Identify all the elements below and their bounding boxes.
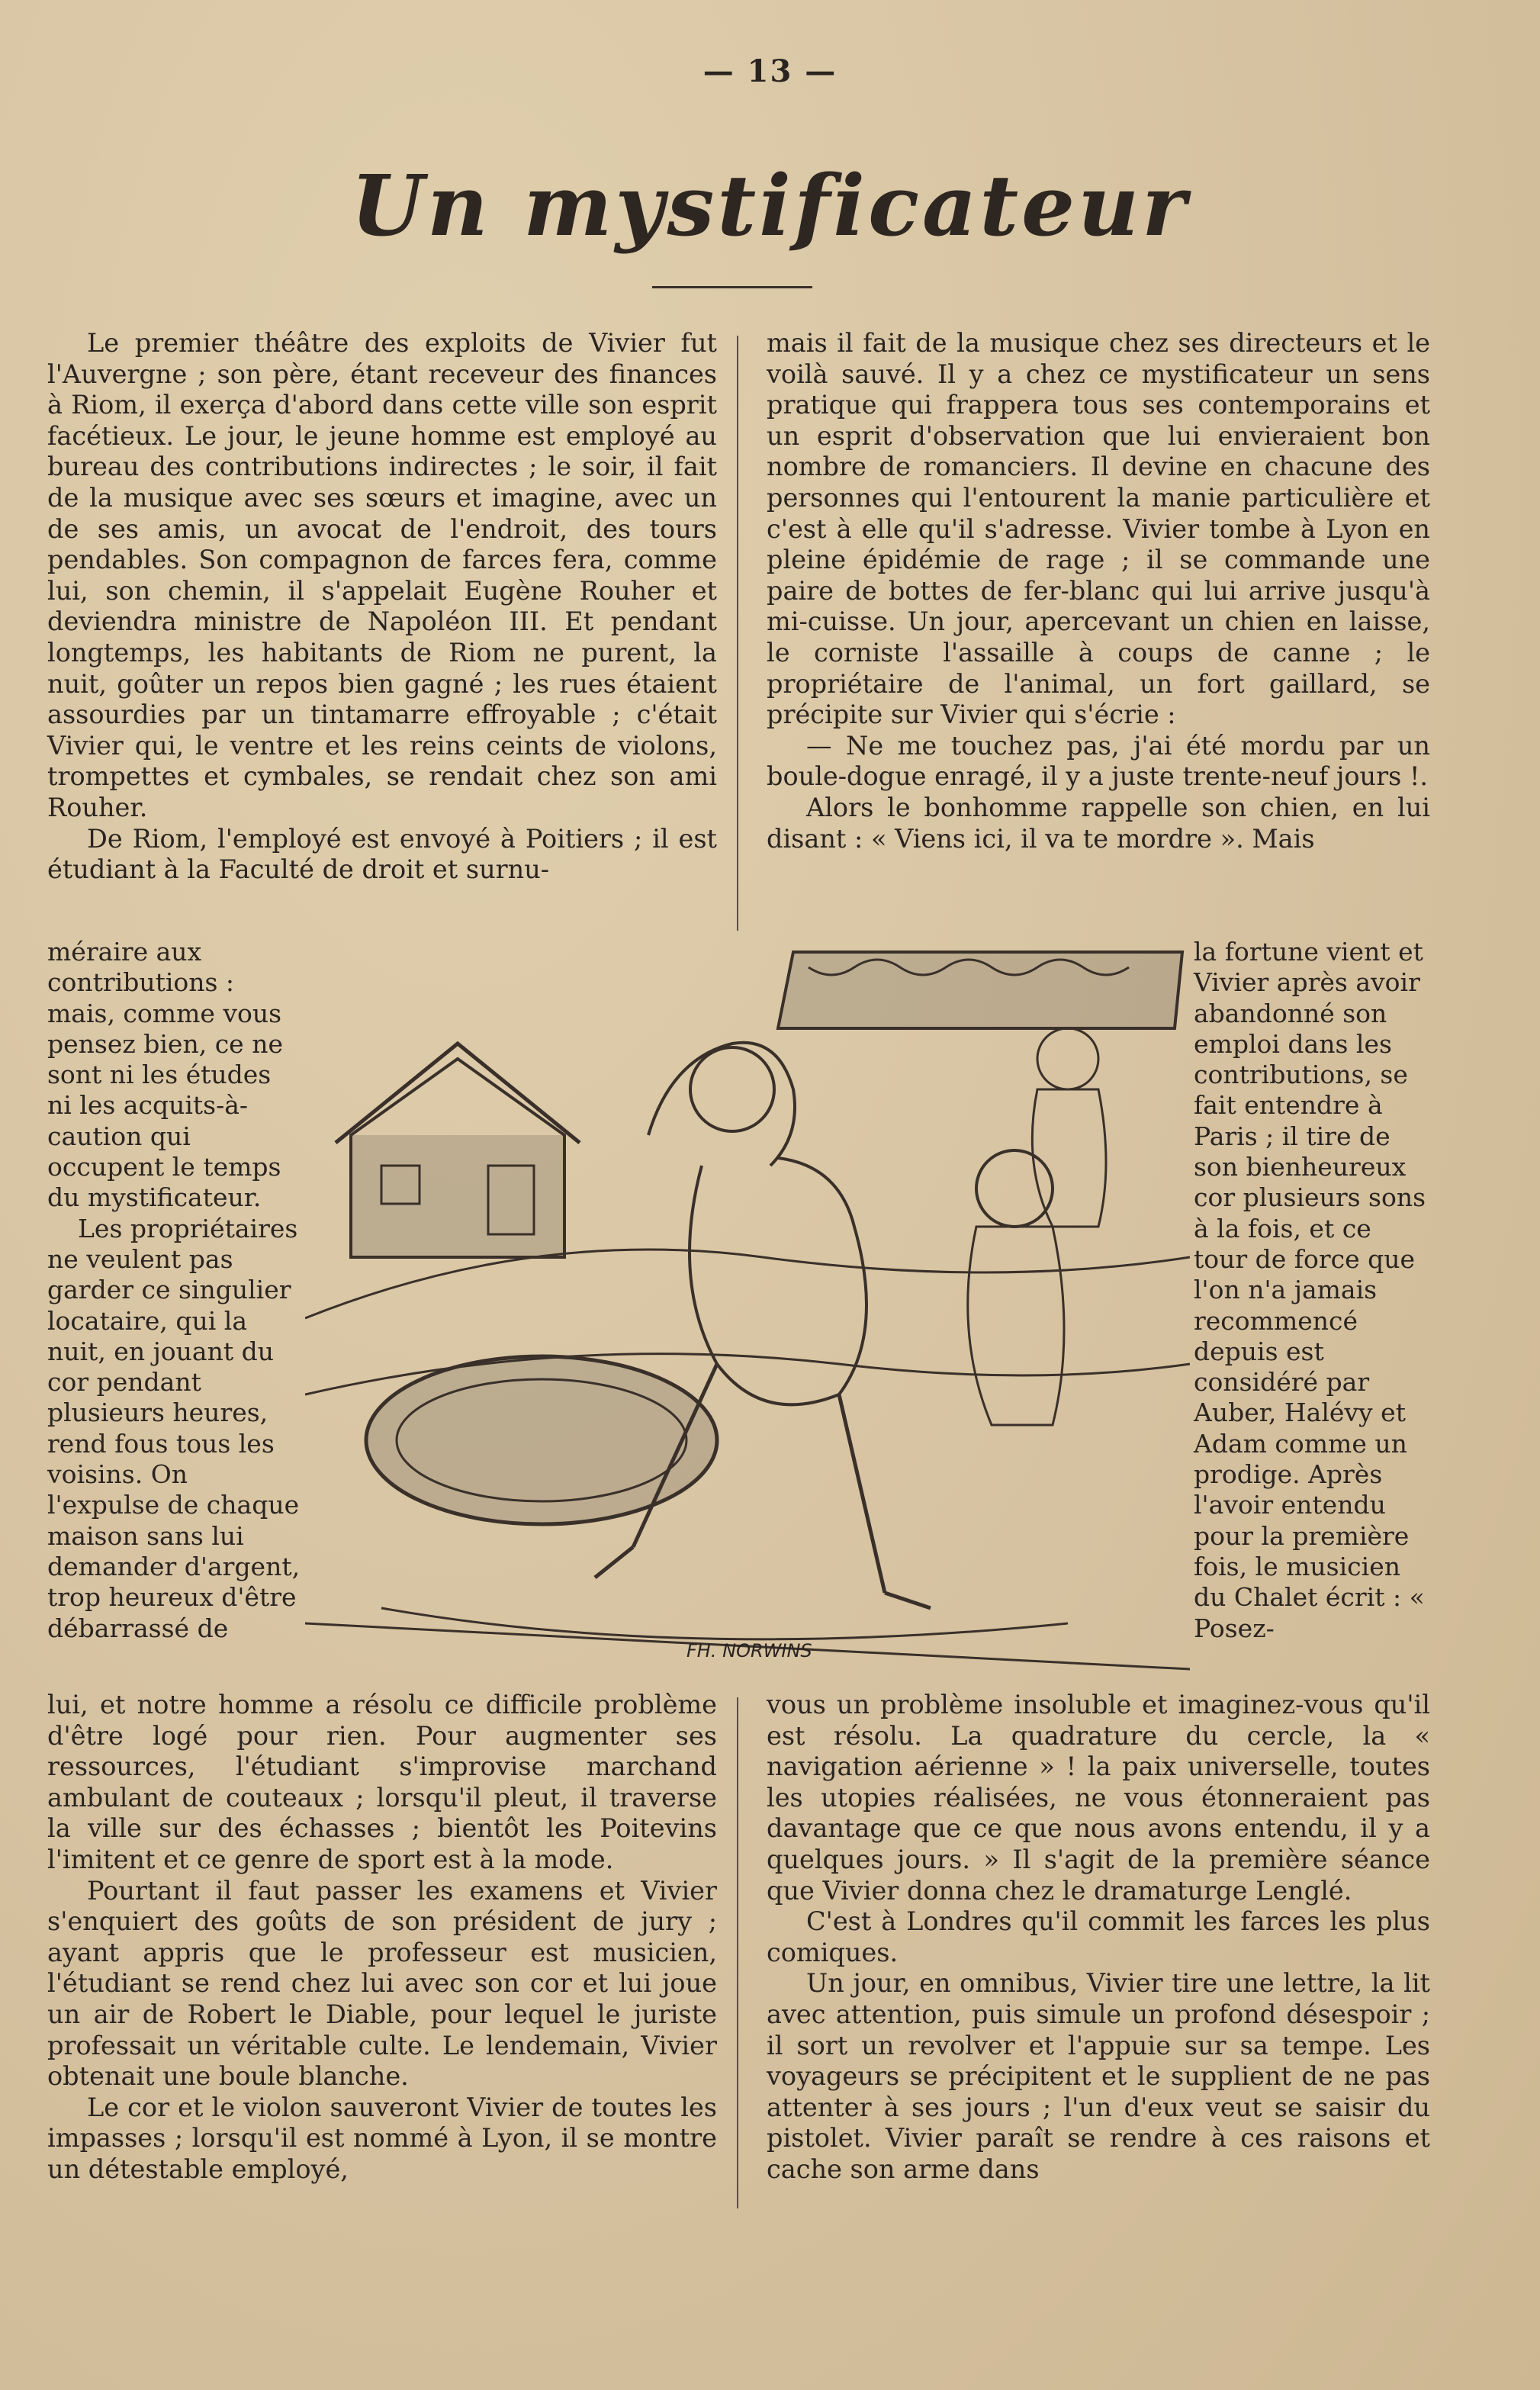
column-right-bottom: [767, 1690, 1430, 2186]
paragraph: Un jour, en omnibus, Vivier tire une lettre, la lit avec attention, puis simule un profond désespoir ; il sort un revolver et l'appuie sur sa tempe. Les voyageurs se précipitent et le supplient de ne pas attenter à ses jours ; l'un d'eux veut se saisir du pistolet. Vivier paraît se rendre à ces raisons et cache son arme dans: [767, 1968, 1430, 2184]
page-number: — 13 —: [702, 53, 838, 89]
illustration-man-with-horn-and-children: [305, 937, 1190, 1684]
paragraph: — Ne me touchez pas, j'ai été mordu par un boule-dogue enragé, il y a juste trente-neuf jours !.: [767, 730, 1430, 792]
paragraph: méraire aux contributions : mais, comme vous pensez bien, ce ne sont ni les études ni les acquits-à-caution qui occupent le temps du mystificateur.: [47, 937, 283, 1213]
illustration: [305, 937, 1190, 1684]
paragraph: Alors le bonhomme rappelle son chien, en lui disant : « Viens ici, il va te mordre ». Mais: [767, 792, 1430, 854]
paragraph: Les propriétaires ne veulent pas garder ce singulier locataire, qui la nuit, en jouant du cor pendant plusieurs heures, rend fous tous les voisins. On l'expulse de chaque maison sans lui demander d'argent, trop heureux d'être débarrassé de: [47, 1213, 301, 1643]
title-rule: [652, 286, 812, 288]
column-divider: [737, 336, 738, 931]
column-right-top: [767, 328, 1430, 854]
paragraph: la fortune vient et Vivier après avoir abandonné son emploi dans les contributions, se fait entendre à Paris ; il tire de son bienheureux cor plusieurs sons à la fois, et ce tour de force que l'on n'a jamais recommencé depuis est considéré par Auber, Halévy et Adam comme un prodige. Après l'avoir entendu pour la première fois, le musicien du Chalet écrit : « Posez-: [1194, 937, 1426, 1643]
article-title: Un mystificateur: [350, 156, 1190, 255]
column-right-narrow: [1194, 937, 1430, 1644]
illustration-signature: FH. NORWINS: [686, 1640, 812, 1661]
paragraph: Le cor et le violon sauveront Vivier de toutes les impasses ; lorsqu'il est nommé à Lyon, il se montre un détestable employé,: [47, 2092, 717, 2184]
paragraph: Pourtant il faut passer les examens et Vivier s'enquiert des goûts de son président de jury ; ayant appris que le professeur est musicien, l'étudiant se rend chez lui avec son cor et lui joue un air de Robert le Diable, pour lequel le juriste professait un véritable culte. Le lendemain, Vivier obtenait une boule blanche.: [47, 1875, 717, 2092]
paragraph: De Riom, l'employé est envoyé à Poitiers ; il est étudiant à la Faculté de droit et surnu-: [47, 823, 717, 885]
paragraph: C'est à Londres qu'il commit les farces les plus comiques.: [767, 1906, 1430, 1967]
paragraph: lui, et notre homme a résolu ce difficile problème d'être logé pour rien. Pour augmenter ses ressources, l'étudiant s'improvise marchand ambulant de couteaux ; lorsqu'il pleut, il traverse la ville sur des échasses ; bientôt les Poitevins l'imitent et ce genre de sport est à la mode.: [47, 1690, 717, 1874]
column-left-bottom: [47, 1690, 717, 2186]
paragraph: mais il fait de la musique chez ses directeurs et le voilà sauvé. Il y a chez ce mystificateur un sens pratique qui frappera tous ses contemporains et un esprit d'observation que lui envieraient bon nombre de romanciers. Il devine en chacune des personnes qui l'entourent la manie particulière et c'est à elle qu'il s'adresse. Vivier tombe à Lyon en pleine épidémie de rage ; il se commande une paire de bottes de fer-blanc qui lui arrive jusqu'à mi-cuisse. Un jour, apercevant un chien en laisse, le corniste l'assaille à coups de canne ; le propriétaire de l'animal, un fort gaillard, se précipite sur Vivier qui s'écrie :: [767, 328, 1430, 730]
paragraph: Le premier théâtre des exploits de Vivier fut l'Auvergne ; son père, étant receveur des finances à Riom, il exerça d'abord dans cette ville son esprit facétieux. Le jour, le jeune homme est employé au bureau des contributions indirectes ; le soir, il fait de la musique avec ses sœurs et imagine, avec un de ses amis, un avocat de l'endroit, des tours pendables. Son compagnon de farces fera, comme lui, son chemin, il s'appelait Eugène Rouher et deviendra ministre de Napoléon III. Et pendant longtemps, les habitants de Riom ne purent, la nuit, goûter un repos bien gagné ; les rues étaient assourdies par un tintamarre effroyable ; c'était Vivier qui, le ventre et les reins ceints de violons, trompettes et cymbales, se rendait chez son ami Rouher.: [47, 328, 717, 822]
column-left-narrow: [47, 937, 303, 1644]
column-left-top: [47, 328, 717, 886]
paragraph: vous un problème insoluble et imaginez-vous qu'il est résolu. La quadrature du cercle, la « navigation aérienne » ! la paix universelle, toutes les utopies réalisées, ne vous étonneraient pas davantage que ce que nous avons entendu, il y a quelques jours. » Il s'agit de la première séance que Vivier donna chez le dramaturge Lenglé.: [767, 1690, 1430, 1906]
column-divider: [737, 1697, 738, 2208]
